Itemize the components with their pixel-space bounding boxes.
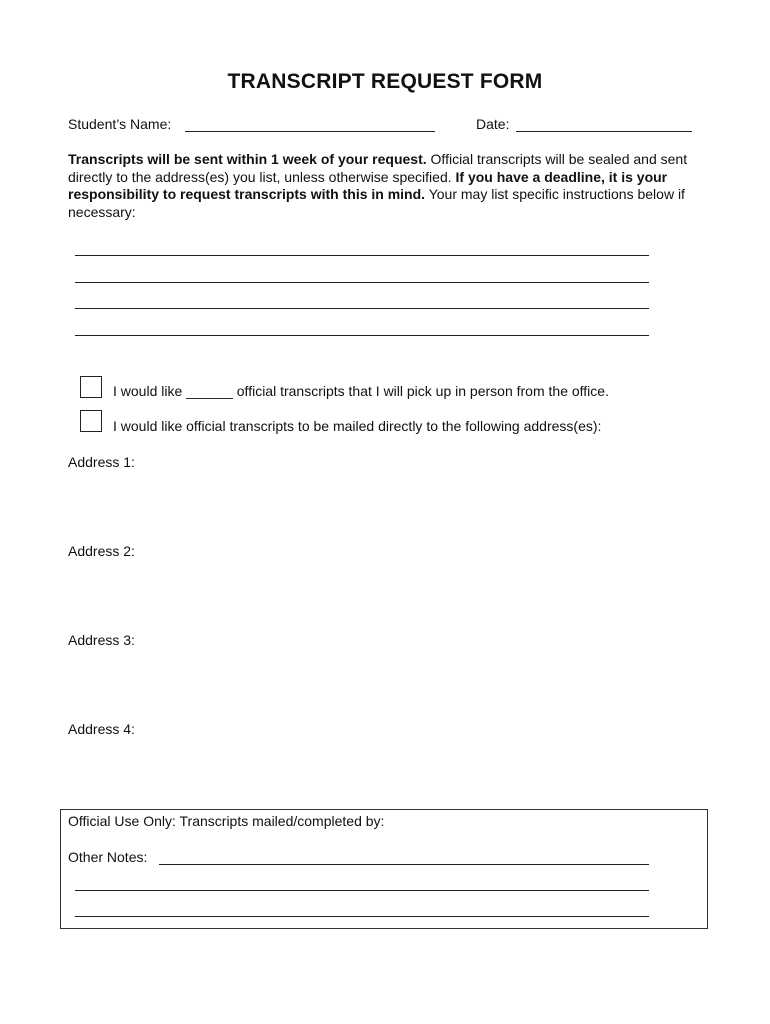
mail-checkbox[interactable]	[80, 410, 102, 432]
address-3-label: Address 3:	[68, 632, 135, 648]
instructions-line-2[interactable]	[75, 282, 649, 283]
mail-option-label: I would like official transcripts to be mailed directly to the following address(es):	[113, 418, 602, 434]
other-notes-label: Other Notes:	[68, 849, 148, 865]
official-use-label: Official Use Only: Transcripts mailed/completed by:	[68, 813, 385, 829]
date-label: Date:	[476, 116, 510, 132]
pickup-checkbox[interactable]	[80, 376, 102, 398]
instructions-line-3[interactable]	[75, 308, 649, 309]
pickup-option-label	[113, 383, 609, 399]
student-name-label: Student’s Name:	[68, 116, 172, 132]
student-name-field[interactable]	[185, 131, 435, 132]
instructions-line-1[interactable]	[75, 255, 649, 256]
pickup-quantity-blank[interactable]: ______	[186, 383, 233, 399]
instructions-bold-2: If you have a deadline, it is your responsibility to request transcripts with this in mind.	[68, 168, 668, 202]
instructions-text-1: Official transcripts will be sealed and sent directly to the address(es) you list, unless otherwise specified.	[68, 151, 688, 185]
pickup-option-pre: I would like	[113, 383, 187, 399]
date-field[interactable]	[516, 131, 692, 132]
instructions-text-2: Your may list specific instructions below if necessary:	[68, 186, 685, 220]
other-notes-line-3[interactable]	[75, 916, 649, 917]
instructions-bold-1: Transcripts will be sent within 1 week of your request.	[68, 151, 427, 167]
other-notes-line-2[interactable]	[75, 890, 649, 891]
address-4-label: Address 4:	[68, 721, 135, 737]
address-2-label: Address 2:	[68, 543, 135, 559]
instructions-line-4[interactable]	[75, 335, 649, 336]
instructions-paragraph	[68, 151, 693, 221]
address-1-label: Address 1:	[68, 454, 135, 470]
form-title: TRANSCRIPT REQUEST FORM	[227, 70, 543, 93]
pickup-option-post: official transcripts that I will pick up in person from the office.	[232, 383, 609, 399]
other-notes-field[interactable]	[159, 864, 649, 865]
